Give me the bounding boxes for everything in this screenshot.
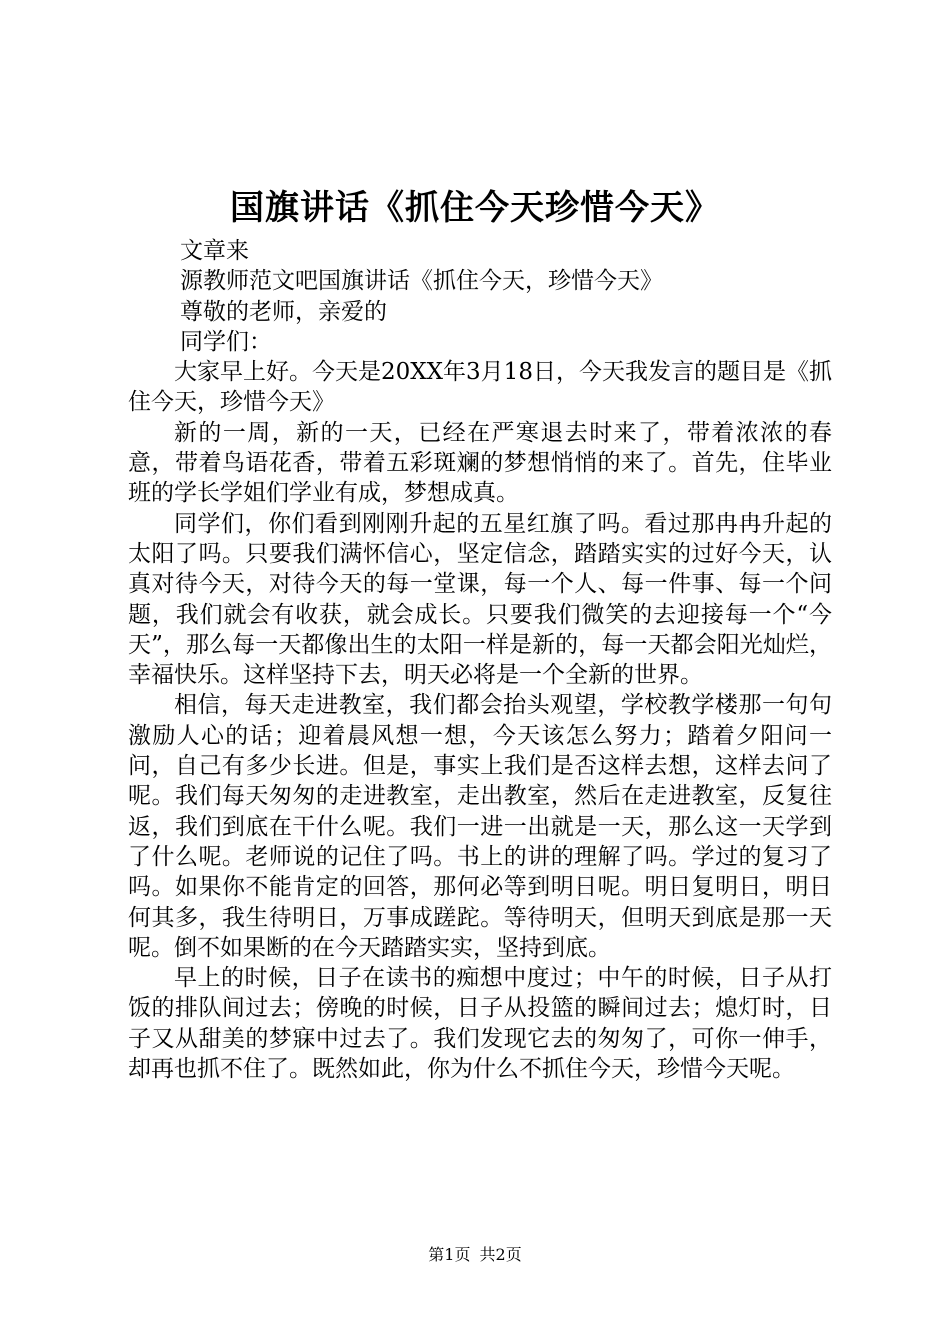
- paragraph: 尊敬的老师，亲爱的: [180, 298, 387, 325]
- paragraph: 文章来: [180, 238, 249, 264]
- paragraph: 早上的时候，日子在读书的痴想中度过；中午的时候，日子从打饭的排队间过去；傍晚的时候，日子从投篮的瞬间过去；熄灯时，日子又从甜美的梦寐中过去了。我们发现它去的匆匆了，可你一伸手，却再也抓不住了。既然如此，你为什么不抓住今天，珍惜今天呢。: [128, 965, 832, 1083]
- page-number: 第1页: [428, 1245, 471, 1264]
- paragraph: 大家早上好。今天是20XX年3月18日，今天我发言的题目是《抓住今天，珍惜今天》: [128, 359, 832, 416]
- paragraph: 同学们：: [180, 328, 272, 355]
- paragraph: 源教师范文吧国旗讲话《抓住今天，珍惜今天》: [180, 268, 663, 295]
- paragraph: 同学们，你们看到刚刚升起的五星红旗了吗。看过那冉冉升起的太阳了吗。只要我们满怀信心，坚定信念，踏踏实实的过好今天，认真对待今天，对待今天的每一堂课，每一个人、每一件事、每一个问题，我们就会有收获，就会成长。只要我们微笑的去迎接每一个“今天”，那么每一天都像出生的太阳一样是新的，每一天都会阳光灿烂，幸福快乐。这样坚持下去，明天必将是一个全新的世界。: [128, 510, 832, 689]
- document-body: [128, 236, 832, 1084]
- paragraph: 新的一周，新的一天，已经在严寒退去时来了，带着浓浓的春意，带着鸟语花香，带着五彩斑斓的梦想悄悄的来了。首先，住毕业班的学长学姐们学业有成，梦想成真。: [128, 419, 832, 507]
- document-title: 国旗讲话《抓住今天珍惜今天》: [230, 188, 720, 228]
- page-total: 共2页: [479, 1245, 522, 1264]
- page-footer: [0, 1243, 950, 1267]
- paragraph: 相信，每天走进教室，我们都会抬头观望，学校教学楼那一句句激励人心的话；迎着晨风想一想，今天该怎么努力；踏着夕阳问一问，自己有多少长进。但是，事实上我们是否这样去想，这样去问了呢。我们每天匆匆的走进教室，走出教室，然后在走进教室，反复往返，我们到底在干什么呢。我们一进一出就是一天，那么这一天学到了什么呢。老师说的记住了吗。书上的讲的理解了吗。学过的复习了吗。如果你不能肯定的回答，那何必等到明日呢。明日复明日，明日何其多，我生待明日，万事成蹉跎。等待明天，但明天到底是那一天呢。倒不如果断的在今天踏踏实实，坚持到底。: [128, 692, 832, 961]
